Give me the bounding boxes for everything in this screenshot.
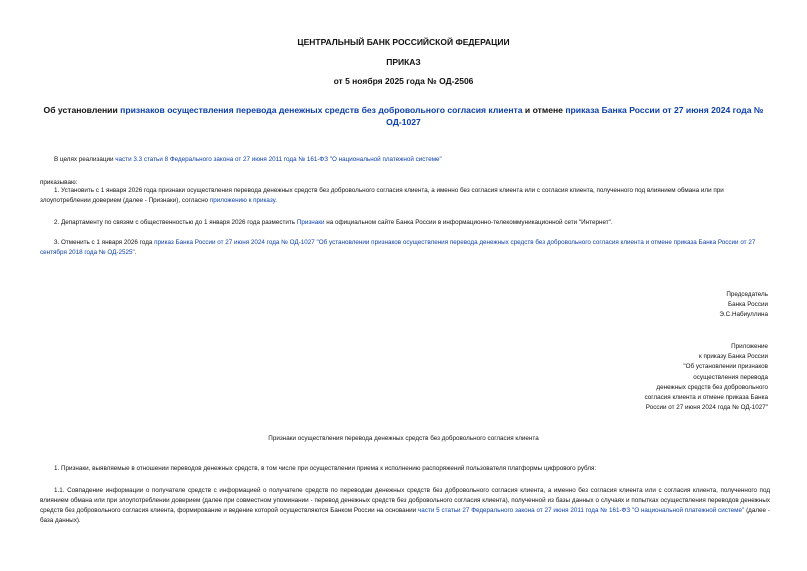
document-title xyxy=(30,104,777,128)
item-text: 2. Департаменту по связям с общественностью до 1 января 2026 года разместить xyxy=(54,219,297,226)
document-type: ПРИКАЗ xyxy=(386,57,421,67)
signature-block xyxy=(600,290,768,321)
item-text: 1. Установить с 1 января 2026 года признаки осуществления перевода денежных средств без добровольного согласия клиента, а именно без согласия клиента или с согласия клиента, полученного под влиянием обмана или при злоупотреблении доверием (далее - Признаки), согласно xyxy=(40,187,724,204)
title-link-features[interactable]: признаков осуществления перевода денежных средств без добровольного согласия клиента xyxy=(120,105,523,115)
preamble xyxy=(54,155,774,165)
order-item-1 xyxy=(40,186,770,206)
appendix-link[interactable]: приложению к приказу xyxy=(209,197,276,204)
item-text: 3. Отменить с 1 января 2026 года xyxy=(54,239,155,246)
title-link-order[interactable]: приказа Банка России от 27 июня 2024 года № ОД-1027 xyxy=(386,105,764,127)
annex-paragraph-1: 1. Признаки, выявляемые в отношении переводов денежных средств, в том числе при осуществлении приема к исполнению распоряжений пользователя платформы цифрового рубля: xyxy=(54,465,597,472)
annex-heading: Признаки осуществления перевода денежных средств без добровольного согласия клиента xyxy=(268,435,539,442)
item-text: . xyxy=(134,249,137,256)
paragraph-text: 1.1. Совпадение информации о получателе средств с информацией о получателе средств по переводам денежных средств без добровольного согласия клиента, а именно без согласия клиента или с согласия клиента, полученного под влиянием обмана или при злоупотреблении доверием (далее при совместном упоминании - перевод денежных средств без добровольного согласия клиента), полученной из базы данных о случаях и попытках осуществления переводов денежных средств без добровольного согласия клиента, формирование и ведение которой осуществляются Банком России на основании xyxy=(40,487,770,514)
preamble-text: В целях реализации xyxy=(54,156,116,163)
features-link[interactable]: Признаки xyxy=(296,219,325,226)
law-article-link[interactable]: части 5 статьи 27 Федерального закона от 27 июня 2011 года № 161-ФЗ "О национальной платежной системе" xyxy=(418,507,745,514)
order-word: приказываю: xyxy=(40,179,78,186)
preamble-law-link[interactable]: части 3.3 статьи 8 Федерального закона от 27 июня 2011 года № 161-ФЗ "О национальной платежной системе" xyxy=(115,156,442,163)
appendix-line: осуществления перевода xyxy=(693,373,768,381)
signatory-position: Председатель xyxy=(726,291,768,298)
title-text: Об установлении xyxy=(43,105,121,115)
order-item-2 xyxy=(54,218,774,228)
signatory-name: Э.С.Набиуллина xyxy=(719,311,768,319)
signatory-org: Банка России xyxy=(727,301,768,309)
appendix-line: согласия клиента и отмене приказа Банка xyxy=(644,394,768,402)
item-text: на официальном сайте Банка России в информационно-телекоммуникационной сети "Интернет". xyxy=(324,219,613,226)
appendix-line: России от 27 июня 2024 года № ОД-1027" xyxy=(645,404,768,412)
document-date: от 5 ноября 2025 года № ОД-2506 xyxy=(333,76,474,86)
repealed-order-link[interactable]: приказ Банка России от 27 июня 2024 года № ОД-1027 "Об установлении признаков осуществления перевода денежных средств без добровольного согласия клиента и отмене приказа Банка России от 27 сентября 2018 года № ОД-2525" xyxy=(40,239,756,256)
appendix-line: к приказу Банка России xyxy=(699,353,768,361)
appendix-line: Приложение xyxy=(731,343,768,350)
title-text: и отмене xyxy=(522,105,566,115)
annex-paragraph-1-1 xyxy=(40,486,770,526)
order-item-3 xyxy=(40,238,770,258)
item-text: . xyxy=(275,197,277,204)
appendix-line: денежных средств без добровольного xyxy=(656,383,768,391)
appendix-line: "Об установлении признаков xyxy=(683,363,768,371)
issuer-name: ЦЕНТРАЛЬНЫЙ БАНК РОССИЙСКОЙ ФЕДЕРАЦИИ xyxy=(297,37,510,47)
appendix-reference xyxy=(600,342,768,413)
paragraph-text: (далее - база данных). xyxy=(40,507,770,524)
